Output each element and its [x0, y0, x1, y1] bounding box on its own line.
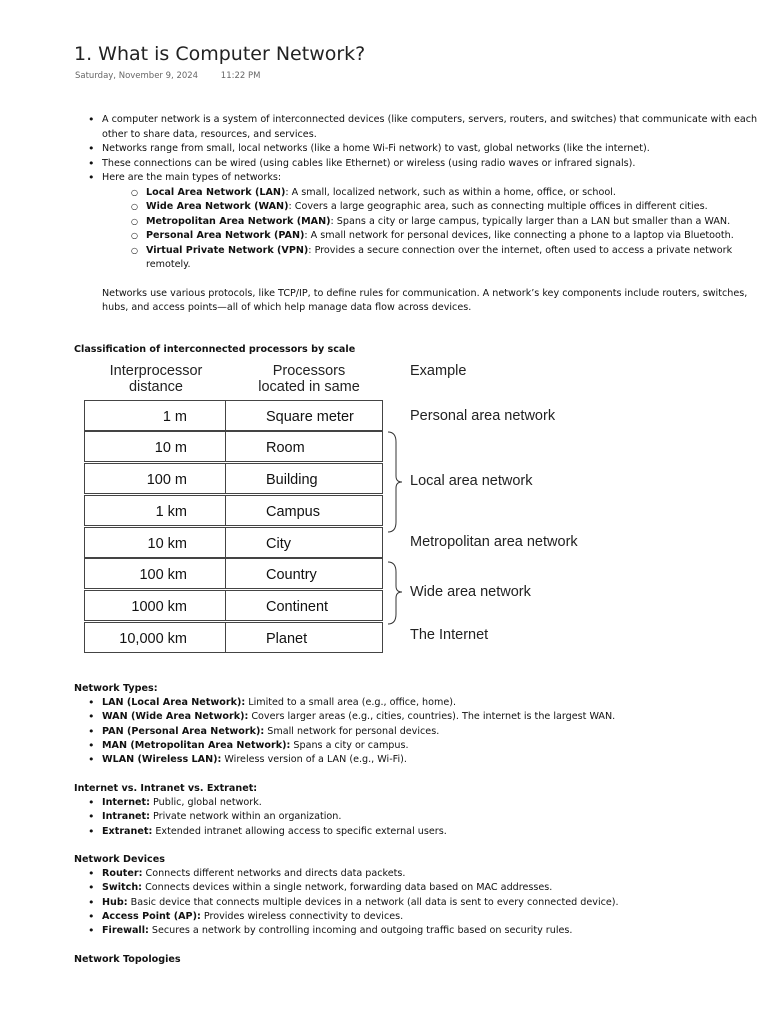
located-value: Campus	[266, 504, 320, 520]
network-types-list	[74, 696, 615, 767]
list-item: • A computer network is a system of interconnected devices (like computers, servers, routers, and switches) that communicate with each other to share data, resources, and services.	[86, 113, 764, 142]
definition: Connects devices within a single network, forwarding data based on MAC addresses.	[142, 882, 553, 894]
located-cell	[225, 527, 383, 558]
located-value: Planet	[266, 631, 308, 647]
term: Personal Area Network (PAN)	[146, 230, 305, 241]
definition: Provides wireless connectivity to devices.	[200, 910, 404, 922]
definition: : A small network for personal devices, like connecting a phone to a laptop via Bluetooth.	[304, 230, 734, 241]
definition: Small network for personal devices.	[264, 725, 440, 737]
distance-cell	[84, 527, 226, 558]
located-cell	[225, 590, 383, 621]
list-item	[86, 810, 447, 824]
example-man: Metropolitan area network	[410, 534, 578, 550]
list-item	[130, 186, 764, 201]
page-title: 1. What is Computer Network?	[74, 43, 366, 65]
brace-wan	[388, 562, 402, 624]
list-item: • These connections can be wired (using cables like Ethernet) or wireless (using radio waves or infrared signals).	[86, 157, 764, 172]
example-lan: Local area network	[410, 473, 533, 489]
list-item	[86, 725, 615, 739]
page-time: 11:22 PM	[220, 71, 261, 81]
term: Switch:	[102, 882, 143, 894]
list-item: • Networks range from small, local networks (like a home Wi-Fi network) to vast, global networks (like the internet).	[86, 142, 764, 157]
devices-list	[74, 867, 619, 938]
list-item	[86, 924, 619, 938]
list-item	[86, 171, 764, 273]
internet-list	[74, 796, 447, 839]
section-heading: Network Topologies	[74, 954, 181, 965]
table-row	[84, 622, 383, 653]
list-item	[130, 244, 764, 273]
list-item	[86, 910, 619, 924]
definition: : Provides a secure connection over the internet, often used to access a private network remotely.	[146, 244, 733, 270]
located-cell	[225, 431, 383, 462]
distance-cell	[84, 431, 226, 462]
page-date: Saturday, November 9, 2024	[75, 71, 199, 81]
list-item	[86, 881, 619, 895]
list-item	[130, 229, 764, 244]
brace-lan	[388, 432, 402, 532]
term: WLAN (Wireless LAN):	[102, 754, 222, 766]
distance-cell	[84, 590, 226, 621]
topologies-section	[74, 953, 181, 967]
located-cell	[225, 622, 383, 653]
located-value: Room	[266, 440, 305, 456]
located-value: Building	[266, 472, 318, 488]
term: Hub:	[102, 896, 128, 908]
list-item	[86, 739, 615, 753]
intro-section	[86, 113, 764, 316]
list-item-text: Here are the main types of networks:	[102, 172, 282, 183]
table-row	[84, 558, 383, 589]
definition: Spans a city or campus.	[290, 739, 409, 751]
located-cell	[225, 495, 383, 526]
page-timestamp	[75, 71, 260, 81]
definition: Limited to a small area (e.g., office, home).	[245, 697, 457, 708]
definition: Wireless version of a LAN (e.g., Wi-Fi).	[221, 754, 407, 766]
term: Virtual Private Network (VPN)	[146, 244, 309, 256]
list-item	[130, 215, 764, 230]
distance-value: 1 km	[155, 504, 187, 520]
definition: Covers larger areas (e.g., cities, countries). The internet is the largest WAN.	[248, 711, 616, 723]
distance-cell	[84, 400, 226, 431]
term: WAN (Wide Area Network):	[102, 711, 249, 723]
definition: Public, global network.	[149, 797, 262, 808]
header-distance: Interprocessor distance	[109, 363, 203, 395]
network-types-section	[74, 682, 615, 767]
term: Extranet:	[102, 825, 153, 837]
internet-section	[74, 782, 447, 839]
term: Metropolitan Area Network (MAN)	[146, 215, 331, 227]
header-example: Example	[410, 363, 467, 379]
term: Intranet:	[102, 811, 150, 823]
definition: Connects different networks and directs data packets.	[142, 868, 406, 879]
definition: : Spans a city or large campus, typically larger than a LAN but smaller than a WAN.	[330, 215, 731, 227]
example-wan: Wide area network	[410, 584, 531, 600]
term: LAN (Local Area Network):	[102, 697, 246, 708]
distance-value: 1 m	[162, 409, 187, 425]
located-value: Continent	[266, 599, 329, 615]
list-item	[86, 825, 447, 839]
located-value: Country	[266, 567, 317, 583]
example-pan: Personal area network	[410, 408, 556, 424]
term: Internet:	[102, 797, 150, 808]
distance-value: 10,000 km	[119, 631, 187, 647]
list-item	[86, 753, 615, 767]
term: Local Area Network (LAN)	[146, 186, 286, 198]
table-row	[84, 495, 383, 526]
distance-value: 10 km	[147, 536, 187, 552]
scale-figure	[84, 360, 644, 660]
example-internet: The Internet	[410, 627, 489, 643]
devices-section	[74, 853, 619, 938]
intro-paragraph: Networks use various protocols, like TCP/IP, to define rules for communication. A network’s key components include routers, switches, hubs, and access points—all of which help manage data flow across devices.	[102, 287, 748, 313]
table-row	[84, 590, 383, 621]
definition: Basic device that connects multiple devices in a network (all data is sent to every connected device).	[127, 896, 619, 908]
distance-cell	[84, 463, 226, 494]
distance-value: 100 m	[146, 472, 187, 488]
section-heading: Network Devices	[74, 854, 165, 865]
term: Wide Area Network (WAN)	[146, 201, 289, 212]
distance-cell	[84, 622, 226, 653]
list-item	[86, 796, 447, 810]
located-value: City	[266, 536, 291, 552]
located-cell	[225, 558, 383, 589]
section-heading: Internet vs. Intranet vs. Extranet:	[74, 783, 258, 794]
distance-value: 100 km	[139, 567, 187, 583]
header-located: Processors located in same	[258, 363, 360, 395]
list-item	[86, 696, 615, 710]
definition: Private network within an organization.	[149, 811, 342, 823]
list-item	[86, 710, 615, 724]
section-heading: Network Types:	[74, 683, 158, 694]
located-cell	[225, 400, 383, 431]
distance-cell	[84, 558, 226, 589]
definition: : A small, localized network, such as within a home, office, or school.	[285, 186, 616, 198]
term: Router:	[102, 868, 143, 879]
list-item	[130, 200, 764, 215]
intro-list	[86, 113, 764, 273]
term: Access Point (AP):	[102, 910, 201, 922]
table-row	[84, 431, 383, 462]
term: Firewall:	[102, 925, 149, 937]
table-row	[84, 463, 383, 494]
distance-cell	[84, 495, 226, 526]
located-value: Square meter	[266, 409, 354, 425]
definition: Secures a network by controlling incoming and outgoing traffic based on security rules.	[148, 925, 573, 937]
distance-value: 10 m	[154, 440, 187, 456]
table-row	[84, 527, 383, 558]
network-types-sublist	[130, 186, 764, 273]
table-row	[84, 400, 383, 431]
distance-value: 1000 km	[131, 599, 187, 615]
term: PAN (Personal Area Network):	[102, 725, 265, 737]
list-item	[86, 867, 619, 881]
term: MAN (Metropolitan Area Network):	[102, 739, 291, 751]
list-item	[86, 896, 619, 910]
definition: : Covers a large geographic area, such as connecting multiple offices in different cities.	[288, 201, 708, 212]
located-cell	[225, 463, 383, 494]
brace-group	[384, 420, 414, 690]
definition: Extended intranet allowing access to specific external users.	[152, 825, 447, 837]
table-caption: Classification of interconnected processors by scale	[74, 344, 356, 355]
